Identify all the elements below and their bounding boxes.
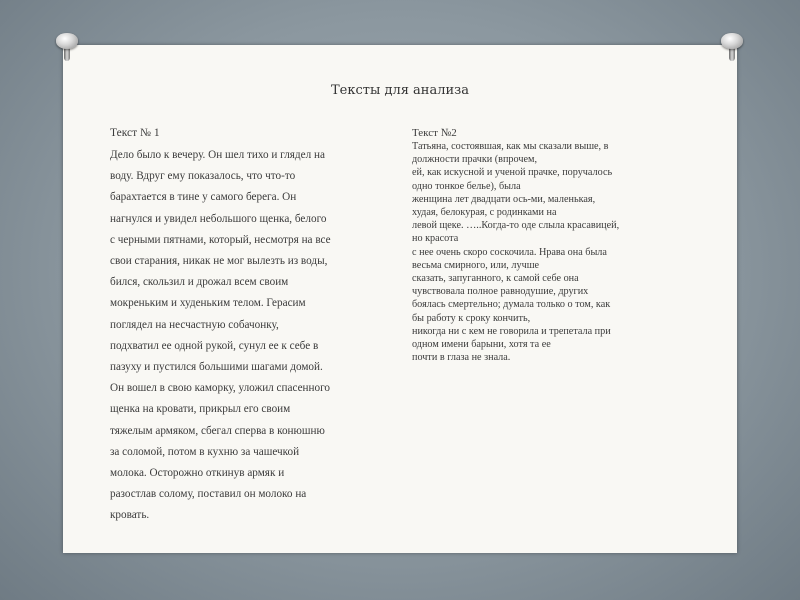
text-2-body [412,140,712,364]
text-line: разостлав солому, поставил он молоко на [110,488,307,501]
text-line: худая, белокурая, с родинками на [412,207,557,219]
text-1-heading: Текст № 1 [110,127,160,139]
text-line: одно тонкое белье), была [412,180,521,192]
text-line: молока. Осторожно откинув армяк и [110,467,285,480]
text-line: кровать. [110,509,150,522]
text-line: с нее очень скоро соскочила. Нрава она была [412,246,607,258]
text-line: должности прачки (впрочем, [412,154,537,166]
text-line: щенка на кровати, прикрыл его своим [110,403,291,416]
text-line: воду. Вдруг ему показалось, что что-то [110,170,296,183]
text-line: Дело было к вечеру. Он шел тихо и глядел на [110,149,325,161]
text-2-column [412,127,712,364]
text-line: с черными пятнами, который, несмотря на все [110,233,331,246]
text-line: почти в глаза не знала. [412,352,511,364]
text-line: нагнулся и увидел небольшого щенка, белого [110,212,327,225]
text-line: левой щеке. …..Когда-то оде слыла красавицей, [412,220,620,232]
text-line: женщина лет двадцати ось-ми, маленькая, [412,193,596,205]
text-line: сказать, запуганного, к самой себе она [412,273,579,285]
text-line: тяжелым армяком, сбегал сперва в конюшню [110,424,325,437]
text-line: бился, скользил и дрожал всем своим [110,276,289,289]
text-line: свои старания, никак не мог вылезть из воды, [110,255,328,268]
pushpin-icon [56,33,78,59]
text-line: чувствовала полное равнодушие, других [412,286,589,298]
text-1-body [110,145,385,527]
text-line: Татьяна, состоявшая, как мы сказали выше, в [412,141,609,152]
text-line: подхватил ее одной рукой, сунул ее к себе в [110,339,319,352]
text-line: но красота [412,233,459,245]
text-line: барахтается в тине у самого берега. Он [110,191,297,204]
text-line: Он вошел в свою каморку, уложил спасенного [110,382,331,395]
text-1-column [110,123,385,527]
text-line: бы работу к сроку кончить, [412,312,531,324]
text-line: одном имени барыни, хотя та ее [412,339,551,351]
text-line: пазуху и пустился большими шагами домой. [110,361,323,374]
text-line: мокреньким и худеньким телом. Герасим [110,297,306,310]
text-line: весьма смирного, или, лучше [412,259,540,271]
text-line: никогда ни с кем не говорила и трепетала при [412,325,611,337]
text-line: поглядел на несчастную собачонку, [110,318,279,331]
text-line: за соломой, потом в кухню за чашечкой [110,445,300,458]
text-2-heading: Текст №2 [412,127,457,139]
pushpin-icon [721,33,743,59]
slide-title: Тексты для анализа [331,83,469,98]
text-line: боялась смертельно; думала только о том, как [412,299,611,311]
text-line: ей, как искусной и ученой прачке, поручалось [412,167,613,179]
